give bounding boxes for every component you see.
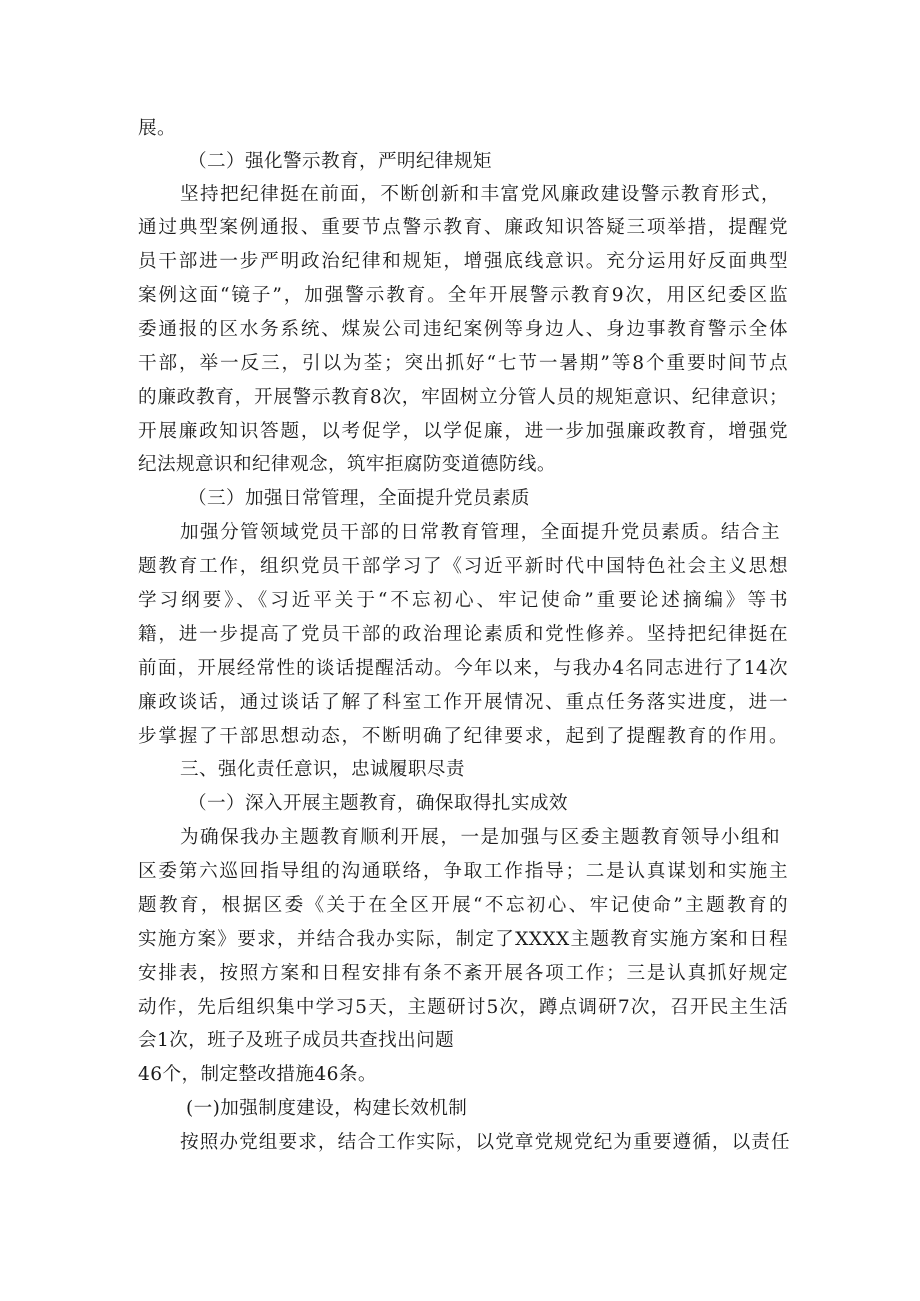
text-line: 安排表，按照方案和日程安排有条不紊开展各项工作；三是认真抓好规定 — [138, 963, 788, 984]
section-heading: （三）加强日常管理，全面提升党员素质 — [188, 488, 530, 509]
text-line: 加强分管领域党员干部的日常教育管理，全面提升党员素质。结合主 — [180, 522, 780, 543]
text-line: 按照办党组要求，结合工作实际，以党章党规党纪为重要遵循，以责任 — [180, 1132, 790, 1153]
text-line: 展。 — [138, 118, 176, 139]
text-line: 区委第六巡回指导组的沟通联络，争取工作指导；二是认真谋划和实施主 — [138, 861, 788, 882]
text-line: 开展廉政知识答题，以考促学，以学促廉，进一步加强廉政教育，增强党 — [138, 421, 788, 442]
text-line: 案例这面“镜子”，加强警示教育。全年开展警示教育9次，用区纪委区监 — [138, 285, 788, 306]
text-line: 干部，举一反三，引以为荃；突出抓好“七节一暑期”等8个重要时间节点 — [138, 353, 788, 374]
text-line: 46个，制定整改措施46条。 — [138, 1064, 377, 1085]
text-line: 学习纲要》、《习近平关于“不忘初心、牢记使命”重要论述摘编》等书 — [138, 590, 788, 611]
text-line: 纪法规意识和纪律观念，筑牢拒腐防变道德防线。 — [138, 454, 556, 475]
section-heading: （二）强化警示教育，严明纪律规矩 — [188, 151, 492, 172]
text-line: 员干部进一步严明政治纪律和规矩，增强底线意识。充分运用好反面典型 — [138, 251, 788, 272]
section-heading: 三、强化责任意识，忠诚履职尽责 — [180, 759, 465, 780]
text-line: 步掌握了干部思想动态，不断明确了纪律要求，起到了提醒教育的作用。 — [138, 726, 788, 747]
text-line: 会1次，班子及班子成员共查找出问题 — [138, 1030, 455, 1051]
text-line: 前面，开展经常性的谈话提醒活动。今年以来，与我办4名同志进行了14次 — [138, 658, 788, 679]
text-line: 题教育，根据区委《关于在全区开展“不忘初心、牢记使命”主题教育的 — [138, 895, 788, 916]
text-line: 委通报的区水务系统、煤炭公司违纪案例等身边人、身边事教育警示全体 — [138, 319, 788, 340]
text-line: 动作，先后组织集中学习5天，主题研讨5次，蹲点调研7次，召开民主生活 — [138, 997, 788, 1018]
section-heading: (一)加强制度建设，构建长效机制 — [186, 1098, 468, 1119]
section-heading: （一）深入开展主题教育，确保取得扎实成效 — [188, 793, 568, 814]
text-line: 廉政谈话，通过谈话了解了科室工作开展情况、重点任务落实进度，进一 — [138, 692, 788, 713]
text-line: 实施方案》要求，并结合我办实际，制定了XXXX主题教育实施方案和日程 — [138, 929, 788, 950]
text-line: 的廉政教育，开展警示教育8次，牢固树立分管人员的规矩意识、纪律意识； — [138, 387, 788, 408]
text-line: 题教育工作，组织党员干部学习了《习近平新时代中国特色社会主义思想 — [138, 556, 788, 577]
text-line: 通过典型案例通报、重要节点警示教育、廉政知识答疑三项举措，提醒党 — [138, 217, 788, 238]
text-line: 坚持把纪律挺在前面，不断创新和丰富党风廉政建设警示教育形式， — [180, 184, 780, 205]
text-line: 为确保我办主题教育顺利开展，一是加强与区委主题教育领导小组和 — [180, 827, 780, 848]
text-line: 籍，进一步提高了党员干部的政治理论素质和党性修养。坚持把纪律挺在 — [138, 624, 788, 645]
